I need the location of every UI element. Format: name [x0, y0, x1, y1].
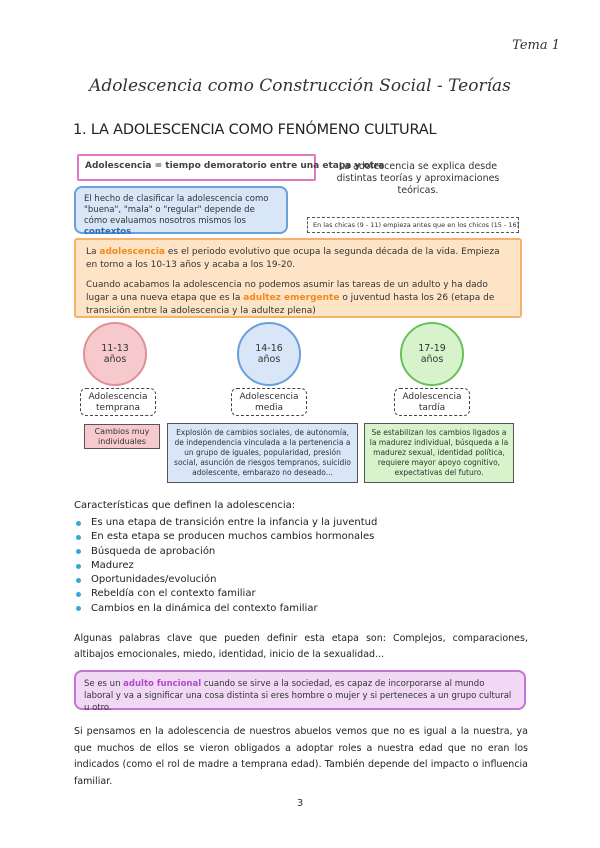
list-item-text: Búsqueda de aprobación	[91, 545, 216, 557]
bullet-icon	[76, 578, 81, 583]
evaluation-box	[74, 186, 288, 237]
text-fragment: es el periodo evolutivo que ocupa la segunda década de la vida. Empieza en torno a los 10-13 años y acaba a los 19-20.	[86, 247, 500, 270]
adolescence-highlight: adolescencia	[99, 247, 165, 257]
bullet-icon	[76, 592, 81, 597]
text-fragment: La	[86, 247, 97, 257]
list-item-text: Rebeldía con el contexto familiar	[91, 588, 256, 600]
definition-box: Adolescencia = tiempo demoratorio entre una etapa y otra	[77, 154, 316, 181]
stage-label-late	[394, 388, 470, 416]
list-item	[74, 559, 377, 573]
stage-name: Adolescencia	[239, 392, 299, 402]
stage-qualifier: temprana	[96, 403, 140, 413]
stage-description-late: Se estabilizan los cambios ligados a la madurez individual, búsqueda a la madurez sexual, identidad política, requiere mayor apoyo cognitivo, expectativas del futuro.	[364, 423, 514, 483]
stage-qualifier: tardía	[418, 403, 446, 413]
age-unit: años	[257, 354, 281, 365]
age-circle-late	[400, 322, 464, 386]
text-fragment: Se es un	[84, 679, 121, 689]
bullet-icon	[76, 521, 81, 526]
page-title: Adolescencia como Construcción Social - Teorías	[89, 76, 511, 96]
bullet-icon	[76, 549, 81, 554]
stage-label-middle	[231, 388, 307, 416]
characteristics-heading: Características que definen la adolescencia:	[74, 500, 296, 511]
age-range: 14-16	[255, 343, 283, 354]
page-number: 3	[296, 798, 304, 809]
list-item-text: Es una etapa de transición entre la infancia y la juventud	[91, 517, 378, 528]
topic-label: Tema 1	[512, 38, 560, 53]
contexts-highlight: contextos	[84, 227, 132, 237]
section-heading: 1. LA ADOLESCENCIA COMO FENÓMENO CULTURAL	[73, 122, 437, 138]
stage-description-middle: Explosión de cambios sociales, de autonomía, de independencia vinculada a la pertenencia a un grupo de iguales, popularidad, presión social, asunción de riesgos tempranos, suicidio adolescente, embarazo no deseado...	[167, 423, 358, 483]
age-unit: años	[420, 354, 444, 365]
age-circle-middle	[237, 322, 301, 386]
list-item-text: Madurez	[91, 559, 134, 571]
evaluation-text: El hecho de clasificar la adolescencia como "buena", "mala" o "regular" depende de cómo evaluamos nosotros mismos los	[84, 194, 269, 226]
list-item	[74, 573, 377, 587]
text-fragment: Cuando acabamos la adolescencia no podemos asumir las tareas de un adulto y ha dado lugar a una nueva etapa que es la	[86, 280, 488, 303]
text-fragment: cuando se sirve a la sociedad, es capaz de incorporarse al mundo laboral y va a significar una cosa distinta si eres hombre o mujer y si perteneces a un grupo cultural u otro.	[84, 679, 512, 713]
list-item	[74, 602, 377, 616]
stage-description-early: Cambios muy individuales	[84, 424, 160, 449]
stage-name: Adolescencia	[402, 392, 462, 402]
age-unit: años	[103, 354, 127, 365]
emerging-adulthood-highlight: adultez emergente	[243, 293, 340, 303]
stage-name: Adolescencia	[88, 392, 148, 402]
list-item-text: En esta etapa se producen muchos cambios hormonales	[91, 531, 375, 543]
bullet-icon	[76, 564, 81, 569]
definition-paragraph-2	[86, 279, 510, 318]
definition-panel	[74, 238, 522, 318]
functional-adult-highlight: adulto funcional	[123, 679, 202, 689]
bullet-icon	[76, 535, 81, 540]
theories-note: La adolescencia se explica desde distintas teorías y aproximaciones teóricas.	[336, 161, 500, 196]
list-item-text: Cambios en la dinámica del contexto familiar	[91, 602, 318, 614]
list-item	[74, 530, 377, 544]
stage-label-early	[80, 388, 156, 416]
bullet-icon	[76, 606, 81, 611]
list-item	[74, 545, 377, 559]
list-item-text: Oportunidades/evolución	[91, 574, 217, 586]
closing-paragraph: Si pensamos en la adolescencia de nuestros abuelos vemos que no es igual a la nuestra, ya que muchos de ellos se vieron obligados a adoptar roles a nuestra edad que no eran los indicados (como el rol de madre a temprana edad). También depende del impacto o influencia familiar.	[74, 726, 528, 787]
text-fragment: o juventud hasta los 26 (etapa de transición entre la adolescencia y la adultez plena)	[86, 293, 495, 316]
stage-qualifier: media	[254, 403, 284, 413]
list-item	[74, 516, 377, 530]
onset-note: En las chicas (9 - 11) empieza antes que en los chicos (15 - 16)	[307, 217, 519, 233]
age-circle-early	[83, 322, 147, 386]
functional-adult-box	[74, 670, 526, 713]
age-range: 11-13	[101, 343, 129, 354]
characteristics-list	[74, 516, 377, 616]
definition-paragraph-1	[86, 246, 510, 272]
keywords-paragraph: Algunas palabras clave que pueden definir esta etapa son: Complejos, comparaciones, altibajos emocionales, miedo, identidad, inicio de la sexualidad...	[74, 633, 528, 660]
list-item	[74, 587, 377, 601]
age-range: 17-19	[418, 343, 446, 354]
